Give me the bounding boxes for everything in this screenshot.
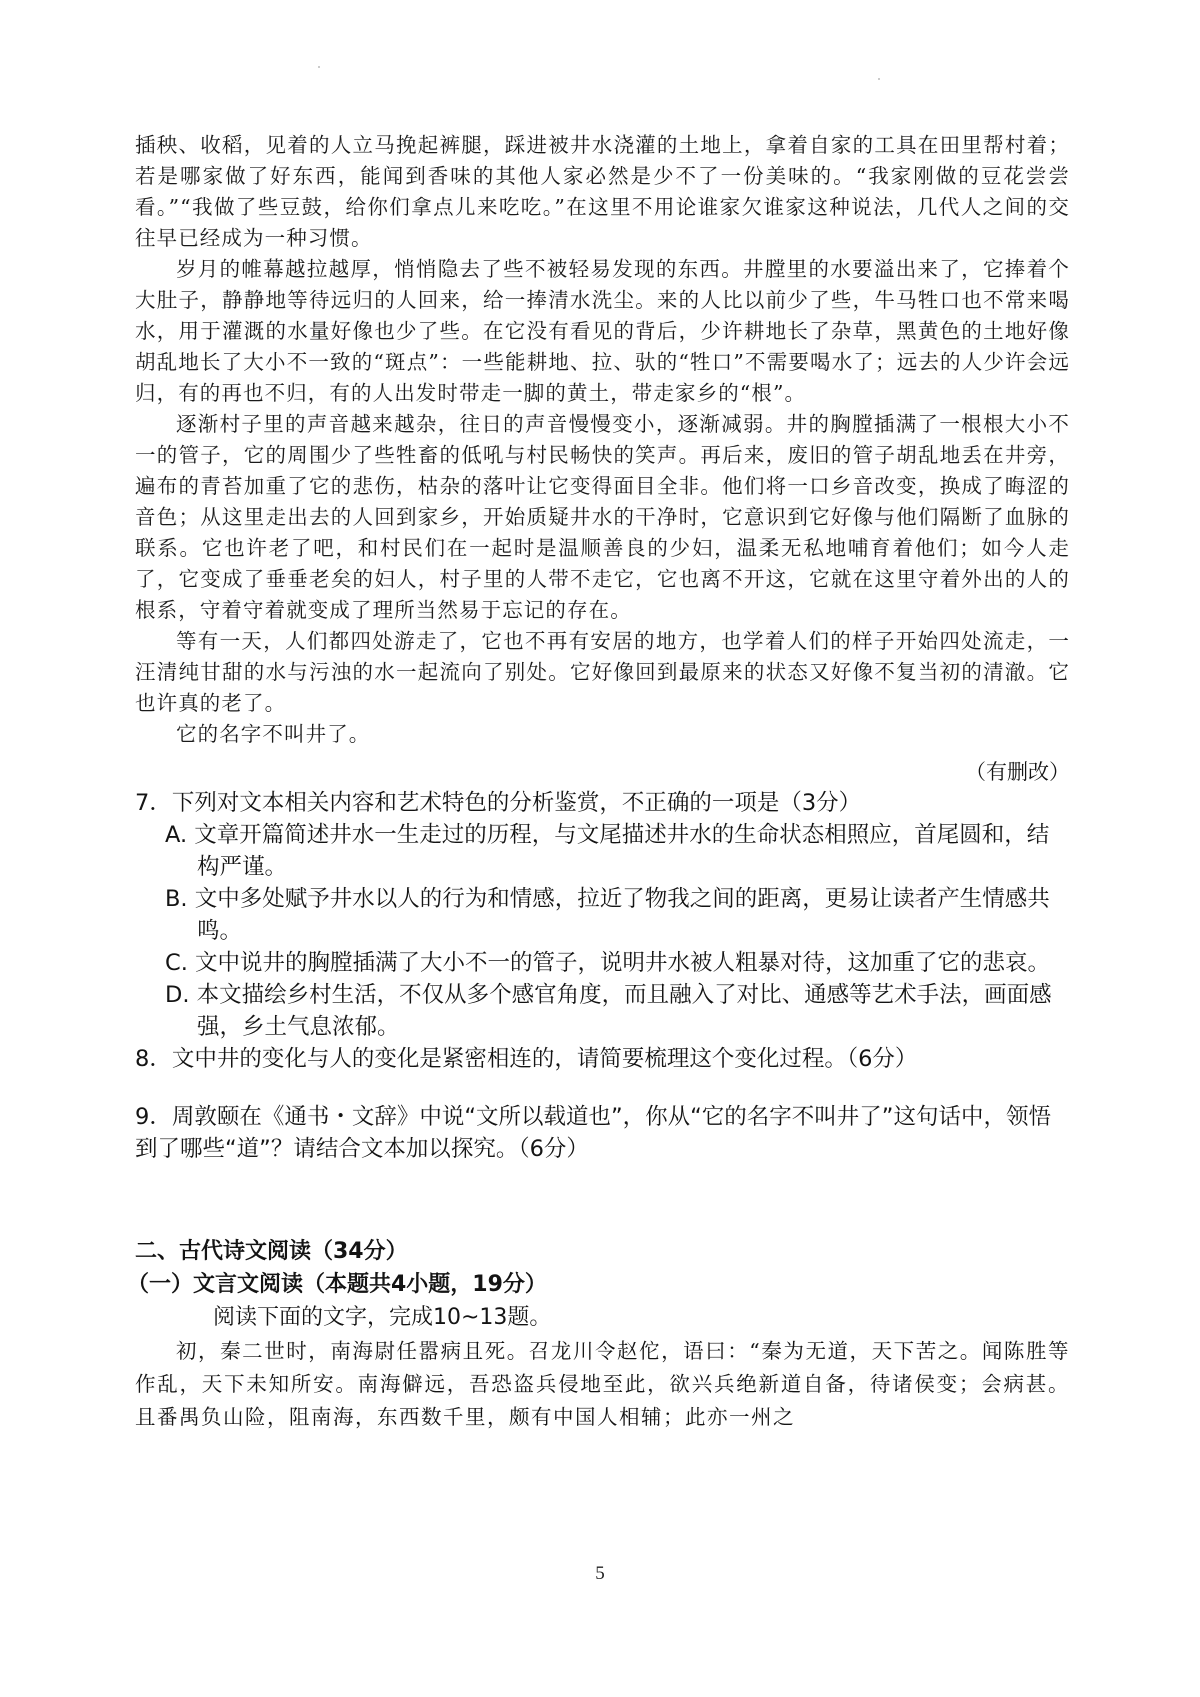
classical-text: 初，秦二世时，南海尉任嚣病且死。召龙川令赵佗，语曰：“秦为无道，天下苦之。闻陈胜等作乱，天下未知所安。南海僻远，吾恐盗兵侵地至此，欲兴兵绝新道自备，待诸侯变；会病甚。且番禺负山险，阻南海，东西数千里，颇有中国人相辅；此亦一州之: [135, 1339, 1070, 1429]
section-title: 二、古代诗文阅读（34分）: [135, 1239, 408, 1264]
subsection-title: （一）文言文阅读（本题共4小题，19分）: [127, 1272, 547, 1297]
passage-paragraph-1: 插秧、收稻，见着的人立马挽起裤腿，踩进被井水浇灌的土地上，拿着自家的工具在田里帮村着；若是哪家做了好东西，能闻到香味的其他人家必然是少不了一份美味的。“我家刚做的豆花尝尝看。”“我做了些豆鼓，给你们拿点儿来吃吃。”在这里不用论谁家欠谁家这种说法，几代人之间的交往早已经成为一种习惯。: [135, 133, 1070, 250]
passage-paragraph-4: 等有一天，人们都四处游走了，它也不再有安居的地方，也学着人们的样子开始四处流走，一汪清纯甘甜的水与污浊的水一起流向了别处。它好像回到最原来的状态又好像不复当初的清澈。它也许真的老了。: [135, 629, 1070, 715]
answer-space: [135, 1165, 1070, 1235]
scan-speck: [878, 78, 880, 80]
question-7-option-c: C. 文中说井的胸膛插满了大小不一的管子，说明井水被人粗暴对待，这加重了它的悲哀。: [165, 950, 1051, 976]
passage-paragraph-5: 它的名字不叫井了。: [176, 722, 371, 746]
source-note: （有删改）: [965, 760, 1070, 784]
scan-speck: [318, 66, 320, 68]
question-7-stem: 7．下列对文本相关内容和艺术特色的分析鉴赏，不正确的一项是（3分）: [135, 790, 862, 816]
question-9: 9．周敦颐在《通书・文辞》中说“文所以载道也”，你从“它的名字不叫井了”这句话中，领悟到了哪些“道”？请结合文本加以探究。（6分）: [135, 1104, 1051, 1162]
answer-space: [135, 1075, 1070, 1101]
passage-paragraph-3: 逐渐村子里的声音越来越杂，往日的声音慢慢变小，逐渐减弱。井的胸膛插满了一根根大小不一的管子，它的周围少了些牲畜的低吼与村民畅快的笑声。再后来，废旧的管子胡乱地丢在井旁，遍布的青苔加重了它的悲伤，枯杂的落叶让它变得面目全非。他们将一口乡音改变，换成了晦涩的音色；从这里走出去的人回到家乡，开始质疑井水的干净时，它意识到它好像与他们隔断了血脉的联系。它也许老了吧，和村民们在一起时是温顺善良的少妇，温柔无私地哺育着他们；如今人走了，它变成了垂垂老矣的妇人，村子里的人带不走它，它也离不开这，它就在这里守着外出的人的根系，守着守着就变成了理所当然易于忘记的存在。: [135, 412, 1070, 622]
question-7-option-a: A. 文章开篇简述井水一生走过的历程，与文尾描述井水的生命状态相照应，首尾圆和，结构严谨。: [165, 822, 1050, 880]
question-7-option-d: D. 本文描绘乡村生活，不仅从多个感官角度，而且融入了对比、通感等艺术手法，画面感强，乡土气息浓郁。: [165, 982, 1052, 1040]
reading-passage: [135, 130, 1070, 787]
section-2: [127, 1235, 1070, 1434]
reading-instruction: 阅读下面的文字，完成10~13题。: [213, 1305, 552, 1330]
page-content: [127, 130, 1070, 1434]
question-7-option-b: B. 文中多处赋予井水以人的行为和情感，拉近了物我之间的距离，更易让读者产生情感共鸣。: [165, 886, 1050, 944]
page-number: 5: [595, 1563, 605, 1584]
question-8: 8．文中井的变化与人的变化是紧密相连的，请简要梳理这个变化过程。（6分）: [135, 1046, 918, 1072]
passage-paragraph-2: 岁月的帷幕越拉越厚，悄悄隐去了些不被轻易发现的东西。井膛里的水要溢出来了，它捧着个大肚子，静静地等待远归的人回来，给一捧清水洗尘。来的人比以前少了些，牛马牲口也不常来喝水，用于灌溉的水量好像也少了些。在它没有看见的背后，少许耕地长了杂草，黑黄色的土地好像胡乱地长了大小不一致的“斑点”：一些能耕地、拉、驮的“牲口”不需要喝水了；远去的人少许会远归，有的再也不归，有的人出发时带走一脚的黄土，带走家乡的“根”。: [135, 257, 1070, 405]
question-7: [135, 787, 1070, 1043]
